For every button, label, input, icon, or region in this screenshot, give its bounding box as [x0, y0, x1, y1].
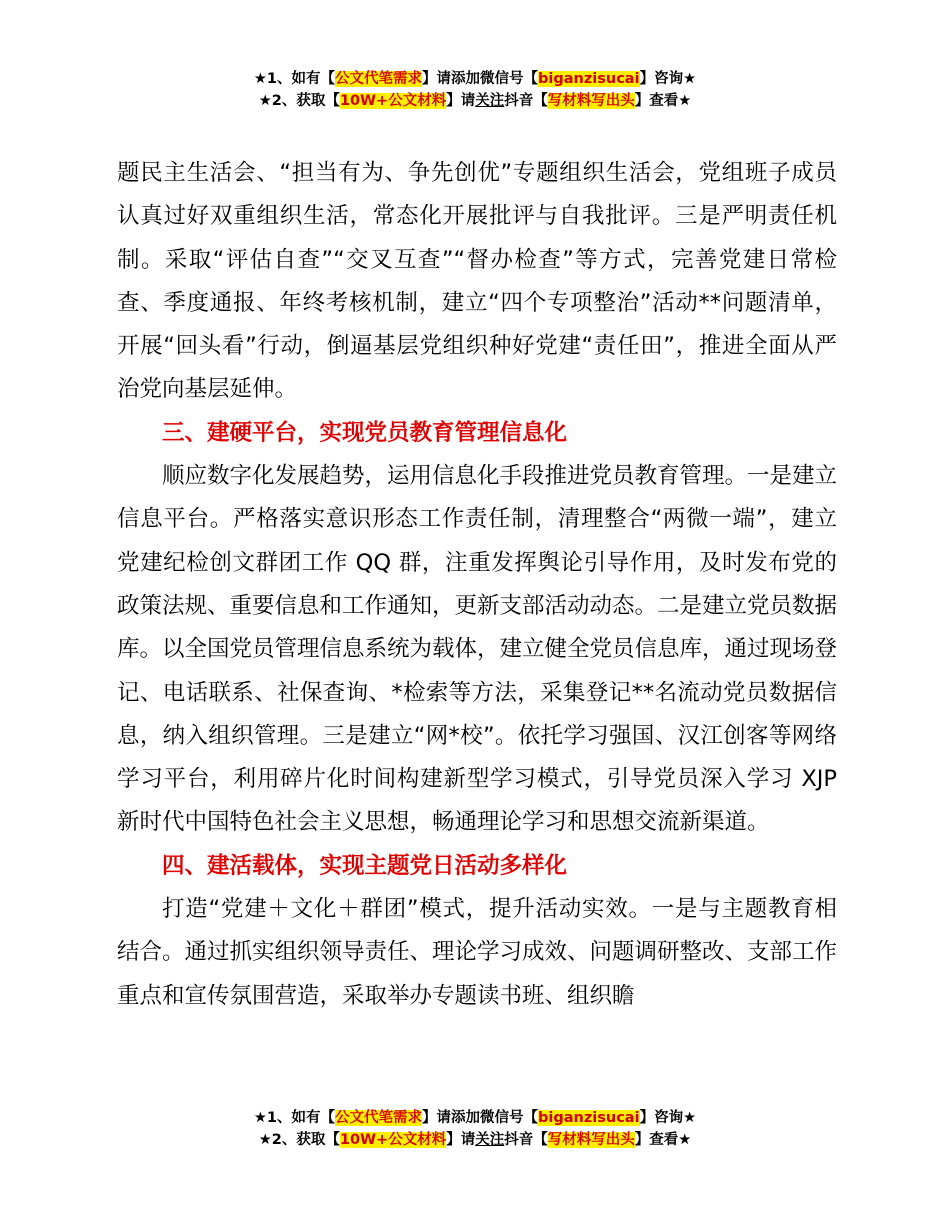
- banner-text: ★2、获取【: [258, 1132, 340, 1148]
- paragraph: 题民主生活会、“担当有为、争先创优”专题组织生活会，党组班子成员认真过好双重组织生活，常态化开展批评与自我批评。三是严明责任机制。采取“评估自查”“交叉互查”“督办检查”等方式，完善党建日常检查、季度通报、年终考核机制，建立“四个专项整治”活动**问题清单，开展“回头看”行动，倒逼基层党组织种好党建“责任田”，推进全面从严治党向基层延伸。: [117, 160, 837, 403]
- footer-banner: [0, 1107, 950, 1151]
- banner-highlight: 写材料写出头: [547, 1132, 635, 1148]
- banner-highlight: 10W+公文材料: [339, 1132, 447, 1148]
- banner-text: ★1、如有【: [253, 71, 336, 87]
- banner-text: 】请添加微信号【: [422, 1110, 539, 1126]
- section-heading-4: 四、建活载体，实现主题党日活动多样化: [162, 852, 568, 879]
- banner-line-1: [0, 1107, 950, 1129]
- paragraph: 顺应数字化发展趋势，运用信息化手段推进党员教育管理。一是建立信息平台。严格落实意识形态工作责任制，清理整合“两微一端”，建立党建纪检创文群团工作 QQ 群，注重发挥舆论引导作用，及时发布党的政策法规、重要信息和工作通知，更新支部活动动态。二是建立党员数据库。以全国党员管理信息系统为载体，建立健全党员信息库，通过现场登记、电话联系、社保查询、*检索等方法，采集登记**名流动党员数据信息，纳入组织管理。三是建立“网*校”。依托学习强国、汉江创客等网络学习平台，利用碎片化时间构建新型学习模式，引导党员深入学习 XJP 新时代中国特色社会主义思想，畅通理论学习和思想交流新渠道。: [117, 463, 838, 836]
- banner-text: 】请: [446, 1132, 476, 1148]
- banner-text: 】请: [446, 93, 476, 109]
- banner-underline-text: 关注: [475, 93, 505, 109]
- banner-highlight: biganzisucai: [538, 1110, 640, 1126]
- section-heading-3: 三、建硬平台，实现党员教育管理信息化: [162, 419, 568, 446]
- banner-text: 抖音【: [504, 93, 548, 109]
- banner-line-2: [0, 90, 950, 112]
- banner-text: 】咨询★: [639, 1110, 697, 1126]
- banner-text: 抖音【: [504, 1132, 548, 1148]
- banner-text: 】查看★: [634, 93, 692, 109]
- banner-highlight: biganzisucai: [538, 71, 640, 87]
- banner-text: 】查看★: [634, 1132, 692, 1148]
- banner-underline-text: 关注: [475, 1132, 505, 1148]
- banner-highlight: 写材料写出头: [547, 93, 635, 109]
- banner-highlight: 公文代笔需求: [335, 1110, 423, 1126]
- banner-text: ★2、获取【: [258, 93, 340, 109]
- banner-line-1: [0, 68, 950, 90]
- banner-highlight: 10W+公文材料: [339, 93, 447, 109]
- paragraph: 打造“党建＋文化＋群团”模式，提升活动实效。一是与主题教育相结合。通过抓实组织领导责任、理论学习成效、问题调研整改、支部工作重点和宣传氛围营造，采取举办专题读书班、组织瞻: [117, 896, 838, 1009]
- banner-text: 】咨询★: [639, 71, 697, 87]
- header-banner: [0, 68, 950, 112]
- banner-text: 】请添加微信号【: [422, 71, 539, 87]
- banner-highlight: 公文代笔需求: [335, 71, 423, 87]
- banner-line-2: [0, 1129, 950, 1151]
- banner-text: ★1、如有【: [253, 1110, 336, 1126]
- document-body: [117, 152, 837, 1018]
